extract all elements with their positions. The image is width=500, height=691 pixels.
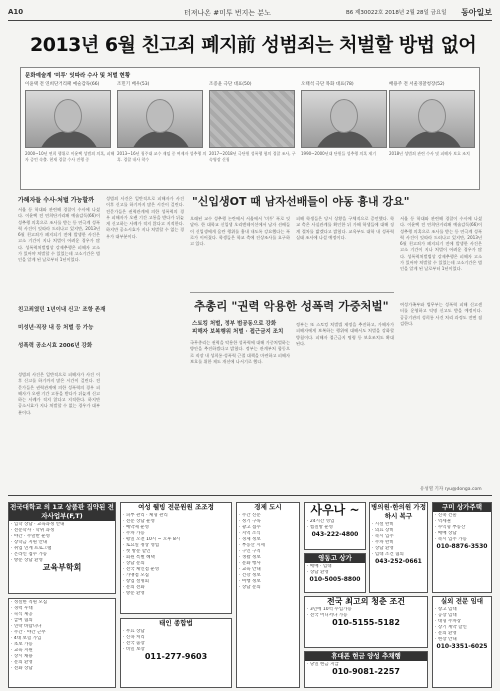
section-title: 터져나온 #미투 번지는 분노 xyxy=(184,9,271,17)
ad-title: 경제 도시 xyxy=(254,503,282,511)
ad-title: 전국대학교 의 1교 상품판 집약된 전자사업부(F,T) xyxy=(10,503,114,520)
ad-phone: 010-5005-8800 xyxy=(309,576,361,583)
ad-title: 사우나 ~ xyxy=(310,503,360,517)
person-photo xyxy=(117,90,203,148)
article-column xyxy=(400,302,482,486)
article-column xyxy=(106,196,184,492)
person-name: 오태석 극단 목화 대표(78) xyxy=(301,82,354,87)
article-column xyxy=(296,322,394,490)
ad-block[interactable]: 휴대폰 현금 양성 추채행 · 당일 현금 지급 010-9081-2257 xyxy=(304,651,428,688)
quote-headline: 추총리 "권력 악용한 성폭력 가중처벌" xyxy=(194,299,389,313)
ad-title: 여성 웰빙 전문원원 조조정 xyxy=(138,503,214,511)
ad-title: 태인 종합법 xyxy=(159,619,193,627)
ad-block[interactable]: 구미 상가주택 · 신축 건물 · 역세권 · 수익형 부동산 · 매매 상담 · 즉시 입주 가능 010-8876-3530 xyxy=(432,502,492,593)
ad-phone: 010-8876-3530 xyxy=(436,543,488,550)
photo-box xyxy=(20,67,480,190)
masthead: 동아일보 xyxy=(461,8,492,17)
ad-title: 병의원·한의원 가정하시 복구 xyxy=(371,503,426,520)
article-column xyxy=(190,216,290,286)
classified-ads xyxy=(0,498,500,691)
ad-block[interactable]: 실외 전문 임대 · 창고 임대 · 공장 임대 · 대형 주차장 · 장기 계약 할인 · 문의 환영 · 현장 안내 010-3351-6025 xyxy=(432,596,492,688)
ad-block[interactable]: 병의원·한의원 가정하시 복구 · 시설 완비 · 의료 장비 · 즉시 입주 · 주차 완비 · 상담 환영 · 임대 조건 협의 043-252-0661 xyxy=(369,502,428,593)
person-photo xyxy=(301,90,387,148)
person-card xyxy=(209,81,299,187)
byline: 유성열 기자 ryu@donga.com xyxy=(420,487,482,492)
ad-phone: 010-3351-6025 xyxy=(436,643,488,650)
ad-title: 영동고 상가 xyxy=(305,554,365,563)
article-text: 성범죄 사건은 일반적으로 피해자가 사건 이후 신고를 하기까지 많은 시간이 걸린다. 전문가들은 권력관계에 의한 성폭력의 경우 피해자가 오랜 기간 고통을 받다가 뒤늦게 신고하는 사례가 적지 않다고 지적한다. 하지만 공소시효가 지나 처벌할 수 없는 경우가 대부분이다. xyxy=(18,372,100,415)
article-column xyxy=(296,216,394,286)
ads-rule xyxy=(8,495,492,496)
ad-block[interactable]: 여성 웰빙 전문원원 조조정 · 피부 관리 · 체형 관리 · 전문 상담 운영 · 예약제 운영 · 주차 가능 · 평일 오전 10시 ~ 오후 8시 · 토요일 정상 영업 · 첫 방문 할인 · 회원 특별 혜택 · 상담 문의 · 전국 체인점 운영 · 가맹점 모집 · 창업 설명회 · 문의 전화 · 방문 환영 xyxy=(120,502,232,614)
article-column xyxy=(190,340,290,490)
ad-block[interactable]: 경제 도시 · 주간 신문 · 정기 구독 · 광고 접수 · 지역 소식 · 경제 정보 · 부동산 시세 · 구인 구직 · 생활 정보 · 문화 행사 · 교육 안내 · 건강 정보 · 여행 정보 · 상담 문의 xyxy=(236,502,300,688)
person-photo xyxy=(389,90,475,148)
person-desc: 2000~10년 연희 행위로 이윤택 성범죄 의혹, 피해자 증언 속출. 현재 경찰 수사 진행 중 xyxy=(25,151,115,162)
ad-title: 구미 상가주택 xyxy=(433,503,491,512)
side-heading-line: 친고죄였던 1년이내 신고' 조항 존재 xyxy=(18,307,106,313)
ad-phone: 011-277-9603 xyxy=(144,652,208,661)
ad-block[interactable]: 전국대학교 의 1교 상품판 집약된 전자사업부(F,T) · 입학 상담 · 교육과정 안내 · 전문학사 · 학위 과정 · 야간 · 주말반 운영 · 장학금 지원 안내 · 취업 연계 프로그램 · 온라인 접수 가능 · 방문 상담 환영 교육부학회 xyxy=(8,502,116,594)
article-text: 성범죄 사건은 일반적으로 피해자가 사건 이후 신고를 하기까지 많은 시간이 걸린다. 전문가들은 권력관계에 의한 성폭력의 경우 피해자가 오랜 기간 고통을 받다가 뒤늦게 신고하는 사례가 적지 않다고 지적한다. 하지만 공소시효가 지나 처벌할 수 없는 경우가 대부분이다. xyxy=(106,196,184,239)
article-column xyxy=(18,372,100,492)
article-text: 오래된 교수 성추행 논란에서 서울에서 '미투' 폭로 잇달아. 한 대학교 신입생 오리엔테이션에서 남자 선배들이 신입생에게 음란 행위를 흉내 내도록 강요했다는 폭로가 이어졌다. 학생들은 학교 측에 진상조사를 요구하고 있다. xyxy=(190,216,290,247)
ad-phone: 010-5155-5182 xyxy=(332,618,400,627)
ad-block[interactable]: 사우나 ~ · 24시간 영업 · 찜질방 운영 043-222-4800 xyxy=(304,502,366,550)
divider xyxy=(190,292,394,293)
ad-block[interactable]: 전국 최고의 청춘 조건 · 3년에 10억 수입가능 · 전국 어디서나 가능 010-5155-5182 xyxy=(304,596,428,648)
article-text: 서울 등 학대와 관련해 경찰이 수사에 나섰다. 이윤택 전 연희단거리패 예술감독(66)이 성추행 의혹으로 조사를 받는 등 연극계 성폭력 사건이 잇따라 드러나고 있지만, 2013년 6월 친고죄가 폐지되기 전에 발생한 사건은 고소 기간이 지나 처벌이 어려운 경우가 많다. 성폭력처벌법상 강제추행은 피해자 고소가 있어야 처벌할 수 있었는데 고소기간은 범인을 알게 된 날로부터 1년이었다. xyxy=(18,207,100,263)
person-card xyxy=(117,81,207,187)
page-header xyxy=(8,6,492,20)
article-text: 정부는 또 스토킹 처벌법 제정을 추진하고, 가해자가 피해자에게 보복하는 행위에 대해서도 처벌을 강화할 방침이다. 피해자 접근금지 명령 등 보호조치도 확대된다. xyxy=(296,322,394,346)
person-card xyxy=(301,81,391,187)
person-name: 배용주 전 서울경찰청장(52) xyxy=(389,82,445,87)
person-desc: 2017~2018년 극단원 성폭행 혐의 경찰 조사, 구속영장 신청 xyxy=(209,151,296,162)
side-heading-line: 스토킹 처벌, 정부 범공동으로 강화 xyxy=(192,321,277,327)
ad-block[interactable]: · 성실한 직원 모집 · 경력 우대 · 숙식 제공 · 급여 협의 · 연락 바랍니다 · 주간 · 야간 근무 · 4대 보험 가입 · 초보 가능 · 교육 지원 · 상시 채용 · 문의 환영 · 전화 상담 xyxy=(8,598,116,688)
side-heading-line: 성폭력 공소시효 2006년 강화 xyxy=(18,343,93,349)
article-text: 여성가족부와 법무부는 성폭력 피해 신고센터를 운영하고 익명 신고도 받을 예정이다. 공공기관의 성희롱 사건 처리 과정도 전면 점검한다. xyxy=(400,302,482,326)
person-name: 이윤택 전 연희단거리패 예술감독(66) xyxy=(25,82,100,87)
person-name: 조증윤 극단 대표(50) xyxy=(209,82,252,87)
person-desc: 2013~16년 청주대 교수 재임 중 여제자 성추행 의혹. 경찰 내사 착수 xyxy=(117,151,207,162)
person-name: 조민기 배우(53) xyxy=(117,82,150,87)
article-text: 피해 학생들은 당시 상황을 구체적으로 증언했다. 학교 측은 사실관계를 확인한 뒤 가해 학생들에 대해 징계 절차를 밟겠다고 밝혔다. 교육부도 대학 내 성폭력 실태 조사에 나설 예정이다. xyxy=(296,216,394,240)
ad-title: 휴대폰 현금 양성 추채행 xyxy=(305,652,427,661)
person-photo xyxy=(25,90,111,148)
person-card xyxy=(389,81,479,187)
article-text: 서울 등 학대와 관련해 경찰이 수사에 나섰다. 이윤택 전 연희단거리패 예술감독(66)이 성추행 의혹으로 조사를 받는 등 연극계 성폭력 사건이 잇따라 드러나고 있지만, 2013년 6월 친고죄가 폐지되기 전에 발생한 사건은 고소 기간이 지나 처벌이 어려운 경우가 많다. 성폭력처벌법상 강제추행은 피해자 고소가 있어야 처벌할 수 있었는데 고소기간은 범인을 알게 된 날로부터 1년이었다. xyxy=(400,216,482,272)
article-column xyxy=(18,207,100,303)
side-heading-line: 미성년·직장 내 등 처벌 등 가능 xyxy=(18,325,94,331)
side-heading xyxy=(18,306,106,350)
ad-block[interactable]: 영동고 상가 · 매매 · 임대 · 상담 환영 010-5005-8800 xyxy=(304,553,366,593)
ad-contact: 교육부학회 xyxy=(42,563,82,572)
article-subhead: 가해자들 수사·처벌 가능할까 xyxy=(18,197,95,204)
ad-phone: 043-222-4800 xyxy=(311,531,359,538)
issue-date: B6 제30022호 2018년 2월 28일 금요일 xyxy=(346,10,447,16)
ad-phone: 010-9081-2257 xyxy=(332,667,400,676)
page-number: A10 xyxy=(8,8,24,16)
person-desc: 2018년 성범죄 관련 수사 및 피해자 보호 조치 xyxy=(389,151,470,156)
ad-block[interactable]: 태인 종합법 · 무료 상담 · 신속 처리 · 전국 출장 · 비밀 보장 011-277-9603 xyxy=(120,618,232,688)
article-column xyxy=(400,216,482,296)
side-heading-line: 피해자 보복행위 처벌 · 접근금지 조치 xyxy=(192,329,284,335)
quote-headline: "신입생OT 때 남자선배들이 야동 흉내 강요" xyxy=(192,195,410,208)
person-desc: 1990~2000년대 단원들 성추행 의혹 제기 xyxy=(301,151,377,156)
ad-title: 전국 최고의 청춘 조건 xyxy=(327,597,405,606)
ad-phone: 043-252-0661 xyxy=(375,558,422,565)
photo-box-caption: 문화예술계 '미투' 잇따라 수사 및 처벌 현황 xyxy=(25,73,131,79)
person-photo-mosaic xyxy=(209,90,295,148)
ad-title: 실외 전문 임대 xyxy=(440,597,484,605)
article-text: 국무총리는 권력을 악용한 성폭력에 대해 가중처벌하는 방안을 추진하겠다고 밝혔다. 정부는 관계부처 합동으로 직장 내 성희롱·성폭력 근절 대책을 마련하고 피해자 보호를 위한 제도 개선에 나서기로 했다. xyxy=(190,340,290,364)
person-card xyxy=(25,81,115,187)
side-heading xyxy=(192,320,290,336)
header-rule xyxy=(8,20,492,21)
main-headline: 2013년 6월 친고죄 폐지前 성범죄는 처벌할 방법 없어 xyxy=(30,34,477,56)
